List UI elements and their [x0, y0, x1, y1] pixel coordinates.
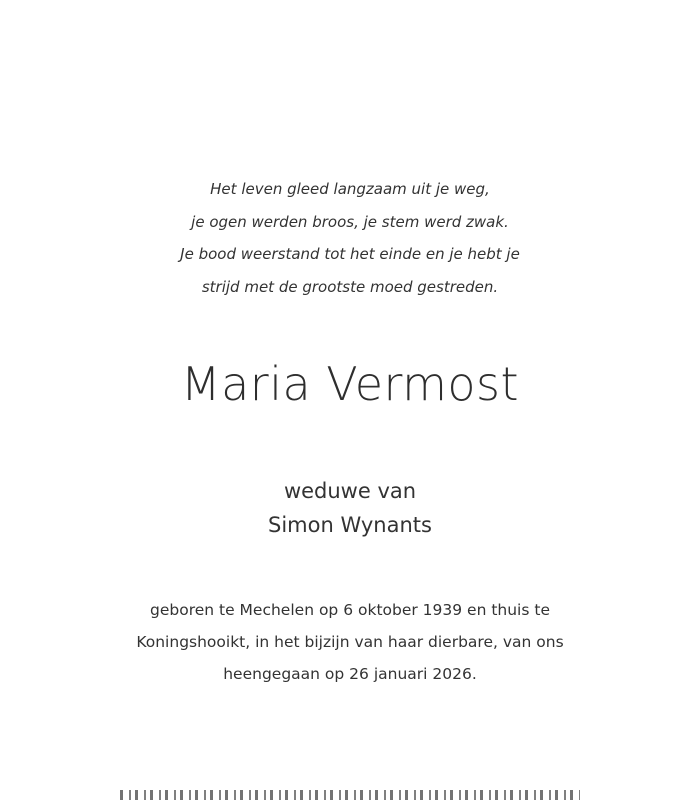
biography-text — [0, 594, 700, 690]
relation-label: weduwe van — [283, 479, 417, 503]
poem-line: je ogen werden broos, je stem werd zwak. — [191, 212, 509, 231]
cropped-text-strokes — [120, 790, 580, 800]
poem-line: strijd met de grootste moed gestreden. — [201, 277, 499, 296]
bio-line: geboren te Mechelen op 6 oktober 1939 en thuis te — [150, 601, 550, 619]
memorial-poem — [0, 173, 700, 303]
bio-line: heengegaan op 26 januari 2026. — [223, 665, 477, 683]
cropped-text-line — [0, 788, 700, 800]
bio-line: Koningshooikt, in het bijzijn van haar dierbare, van ons — [136, 633, 564, 651]
relation-block — [0, 474, 700, 542]
poem-line: Het leven gleed langzaam uit je weg, — [210, 180, 490, 198]
spouse-name: Simon Wynants — [268, 513, 432, 537]
poem-line: Je bood weerstand tot het einde en je hebt je — [180, 245, 520, 263]
deceased-name: Maria Vermost — [180, 357, 520, 411]
